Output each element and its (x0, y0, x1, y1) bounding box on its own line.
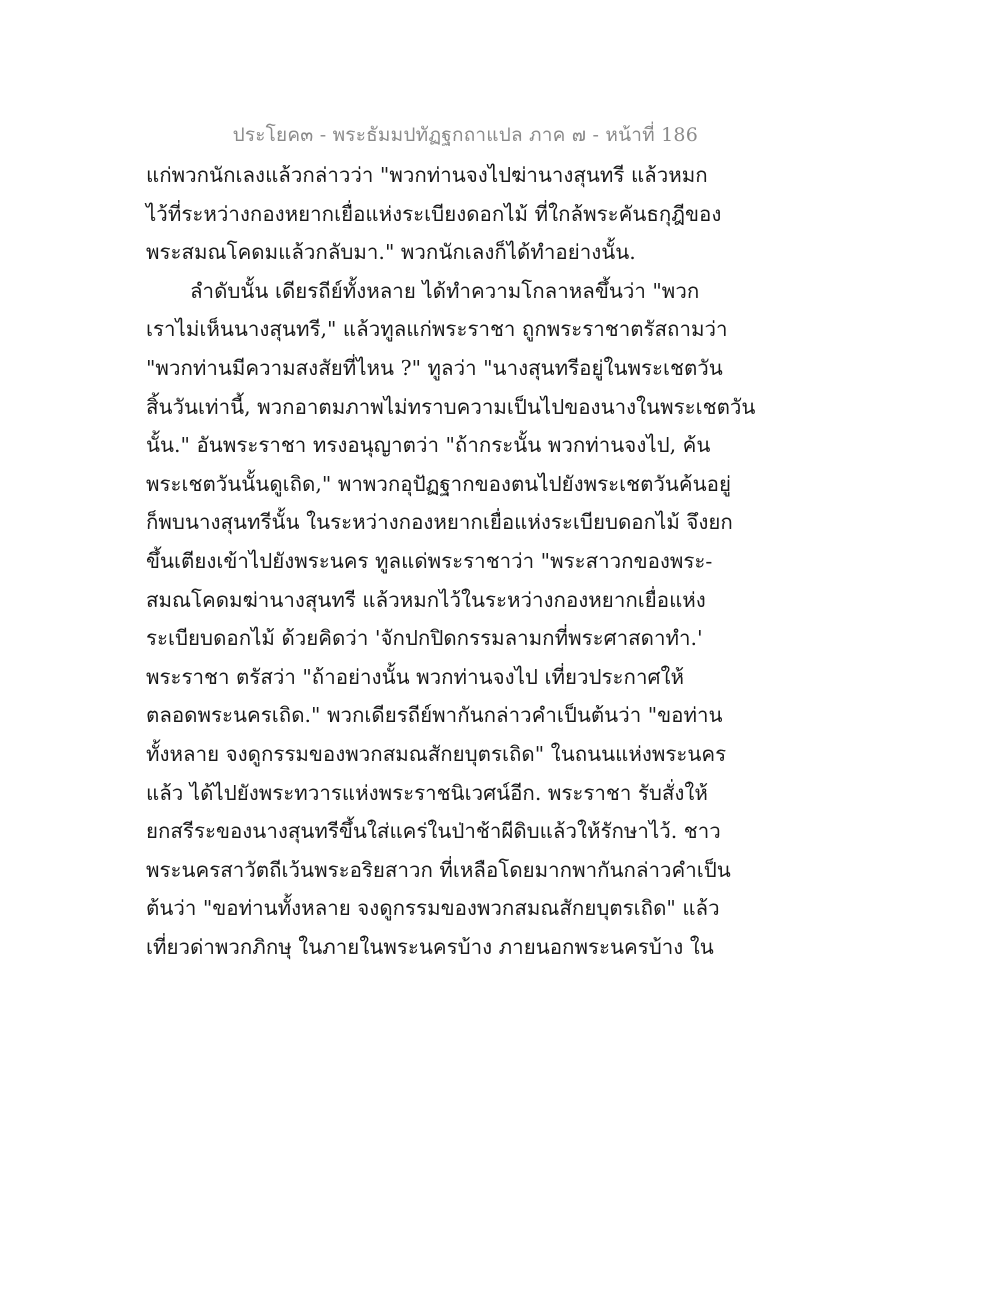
text-line: ขึ้นเตียงเข้าไปยังพระนคร ทูลแด่พระราชาว่า "พระสาวกของพระ- (146, 548, 713, 573)
text-line: สิ้นวันเท่านี้, พวกอาตมภาพไม่ทราบความเป็นไปของนางในพระเชตวัน (146, 394, 756, 419)
text-line: พระเชตวันนั้นดูเถิด," พาพวกอุปัฏฐากของตนไปยังพระเชตวันค้นอยู่ (146, 471, 731, 496)
text-line: แล้ว ได้ไปยังพระทวารแห่งพระราชนิเวศน์อีก. พระราชา รับสั่งให้ (146, 780, 708, 805)
text-line: นั้น." อันพระราชา ทรงอนุญาตว่า "ถ้ากระนั้น พวกท่านจงไป, ค้น (146, 433, 711, 458)
text-line: เราไม่เห็นนางสุนทรี," แล้วทูลแก่พระราชา ถูกพระราชาตรัสถามว่า (146, 317, 728, 342)
text-line: ก็พบนางสุนทรีนั้น ในระหว่างกองหยากเยื่อแห่งระเบียบดอกไม้ จึงยก (146, 510, 733, 535)
text-line: สมณโคดมฆ่านางสุนทรี แล้วหมกไว้ในระหว่างกองหยากเยื่อแห่ง (146, 587, 706, 612)
text-line: ไว้ที่ระหว่างกองหยากเยื่อแห่งระเบียงดอกไม้ ที่ใกล้พระคันธกุฎีของ (146, 201, 722, 226)
text-line: ระเบียบดอกไม้ ด้วยคิดว่า 'จักปกปิดกรรมลามกที่พระศาสดาทำ.' (146, 626, 703, 651)
text-line: ทั้งหลาย จงดูกรรมของพวกสมณสักยบุตรเถิด" ในถนนแห่งพระนคร (146, 741, 727, 766)
text-line: พระราชา ตรัสว่า "ถ้าอย่างนั้น พวกท่านจงไป เที่ยวประกาศให้ (146, 664, 684, 689)
text-line: เที่ยวด่าพวกภิกษุ ในภายในพระนครบ้าง ภายนอกพระนครบ้าง ใน (146, 934, 714, 959)
text-line: พระสมณโคดมแล้วกลับมา." พวกนักเลงก็ได้ทำอย่างนั้น. (146, 240, 636, 265)
text-line: พระนครสาวัตถีเว้นพระอริยสาวก ที่เหลือโดยมากพากันกล่าวคำเป็น (146, 857, 731, 882)
body-text (146, 156, 756, 966)
text-line: แก่พวกนักเลงแล้วกล่าวว่า "พวกท่านจงไปฆ่านางสุนทรี แล้วหมก (146, 163, 708, 187)
text-line: ยกสรีระของนางสุนทรีขึ้นใส่แคร่ในป่าช้าผีดิบแล้วให้รักษาไว้. ชาว (146, 819, 721, 844)
running-header: ประโยค๓ - พระธัมมปทัฏฐกถาแปล ภาค ๗ - หน้าที่ 186 (232, 124, 698, 146)
text-line: "พวกท่านมีความสงสัยที่ไหน ?" ทูลว่า "นางสุนทรีอยู่ในพระเชตวัน (146, 355, 723, 380)
text-line: ตลอดพระนครเถิด." พวกเดียรถีย์พากันกล่าวคำเป็นต้นว่า "ขอท่าน (146, 703, 723, 728)
paragraph-first-line: ลำดับนั้น เดียรถีย์ทั้งหลาย ได้ทำความโกลาหลขึ้นว่า "พวก (190, 278, 700, 303)
text-line: ต้นว่า "ขอท่านทั้งหลาย จงดูกรรมของพวกสมณสักยบุตรเถิด" แล้ว (146, 896, 720, 921)
